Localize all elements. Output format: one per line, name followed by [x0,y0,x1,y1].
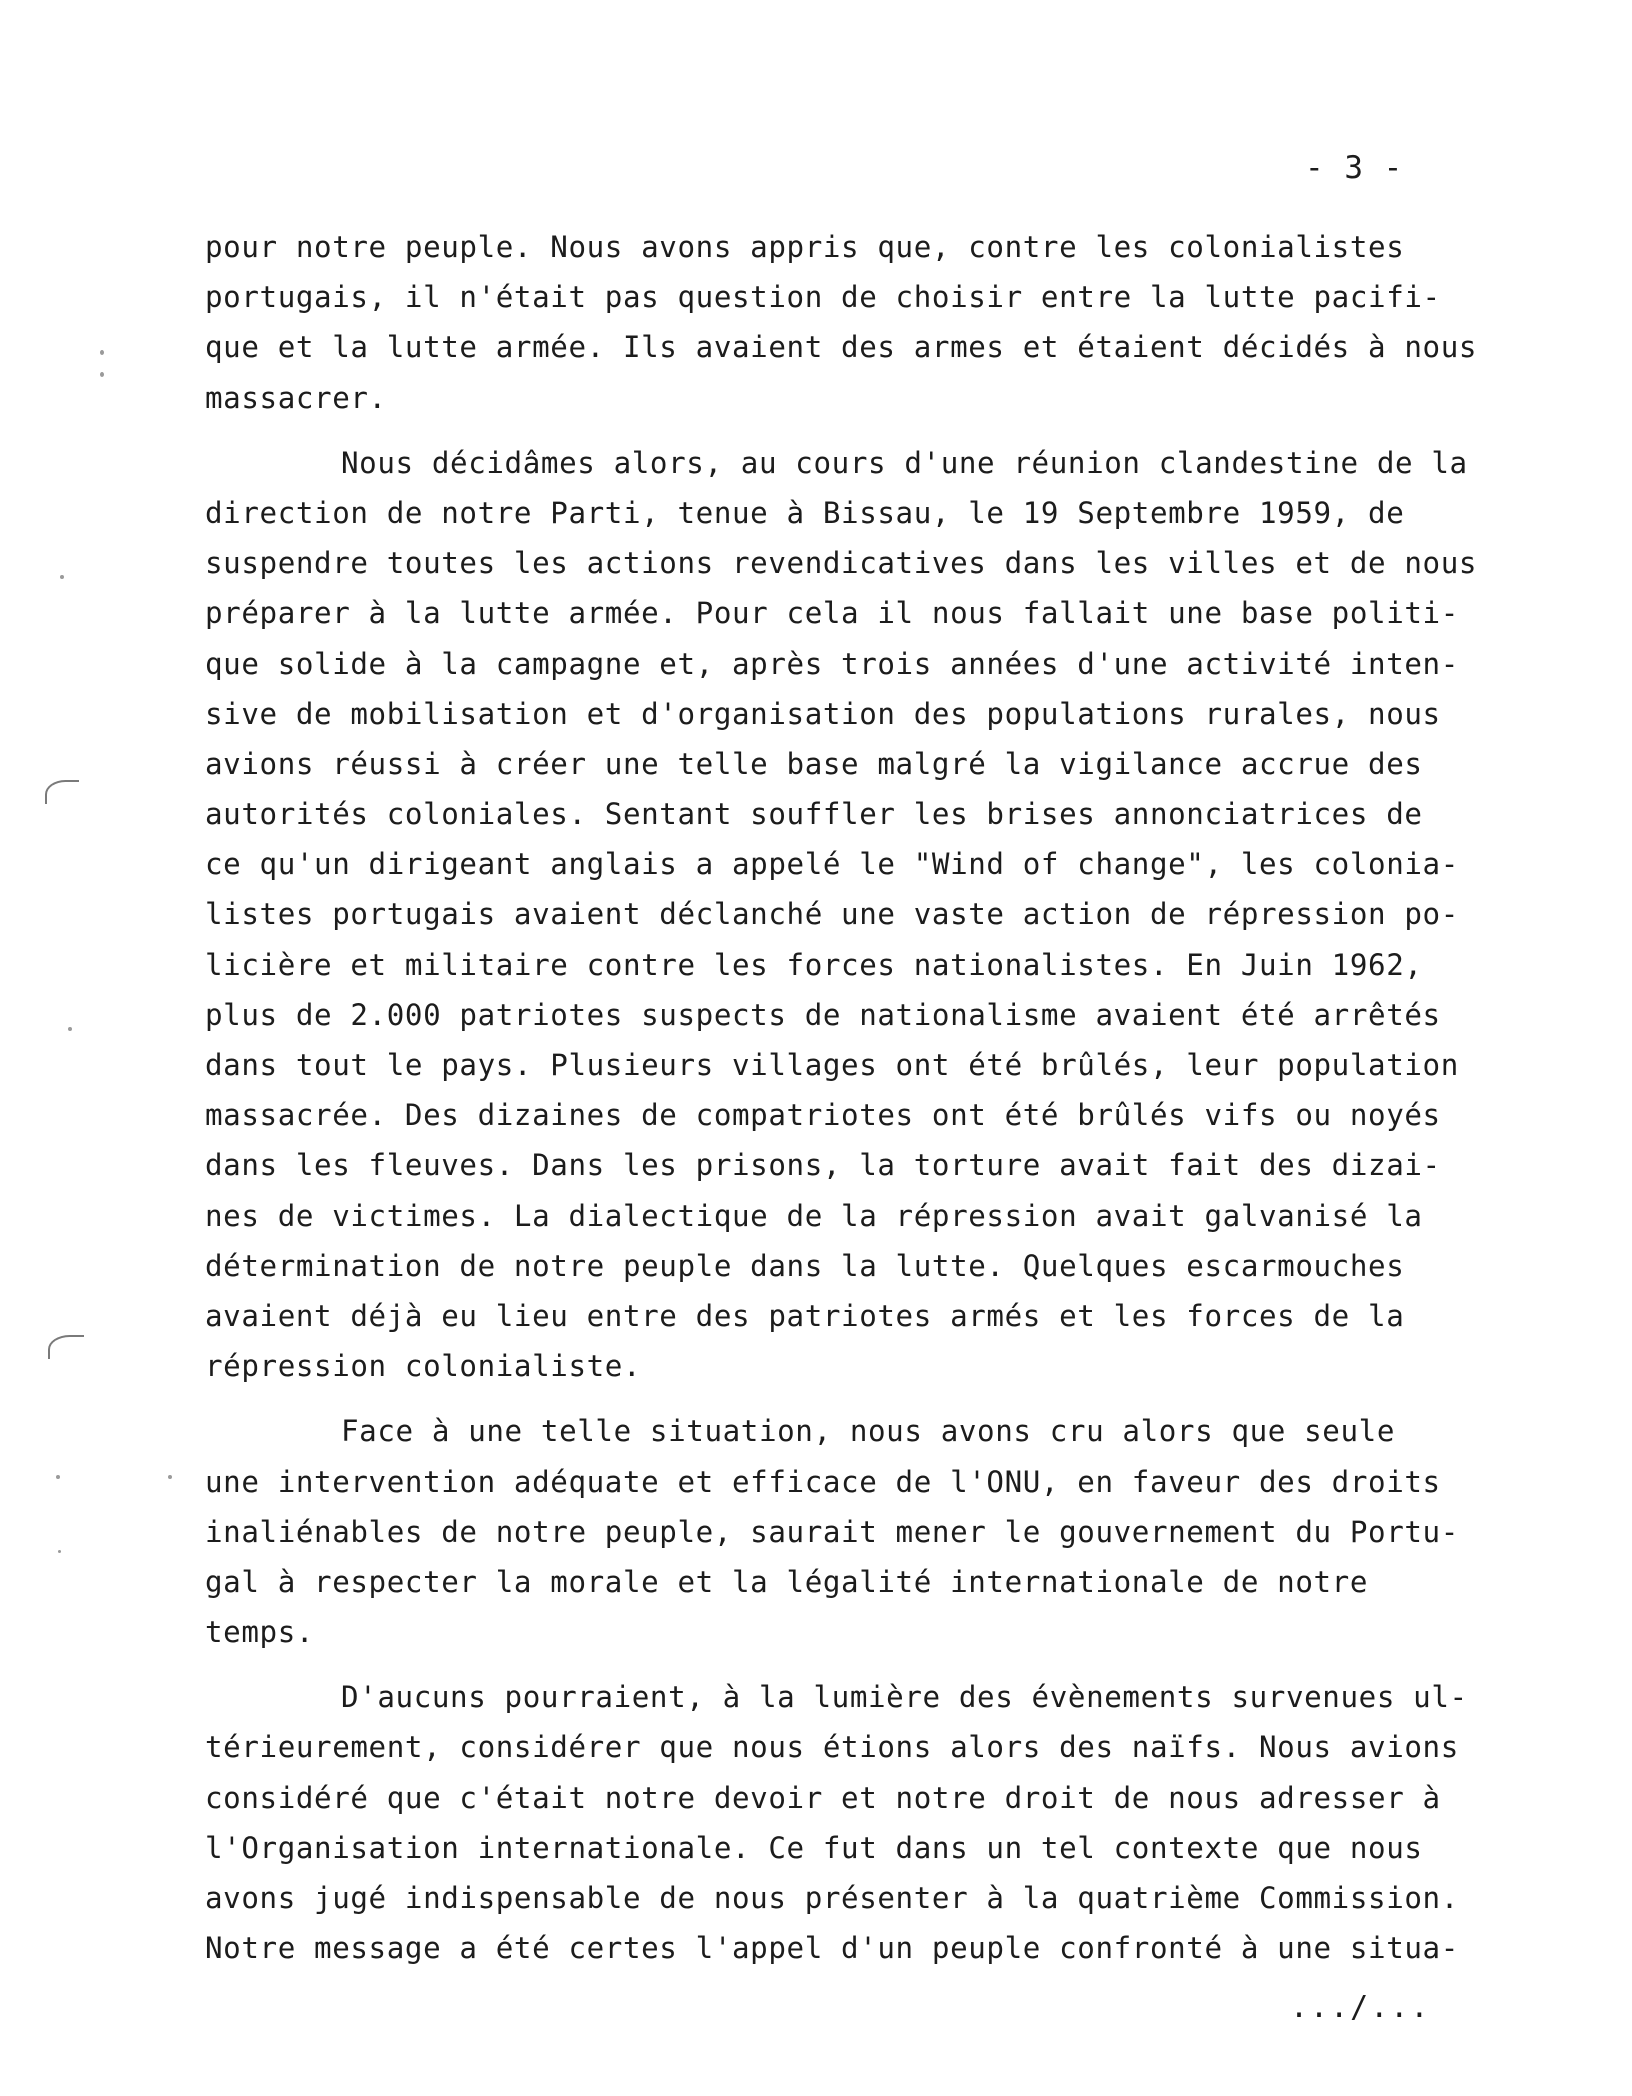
text-line: détermination de notre peuple dans la lutte. Quelques escarmouches [205,1248,1405,1283]
text-line: Nous décidâmes alors, au cours d'une réunion clandestine de la [341,445,1468,480]
text-line: plus de 2.000 patriotes suspects de nationalisme avaient été arrêtés [205,997,1441,1032]
scan-speck [58,1550,61,1553]
text-line: répression colonialiste. [205,1349,642,1384]
scan-speck [68,1027,72,1031]
scan-speck [56,1475,60,1479]
scan-speck [168,1475,172,1479]
scan-speck [100,372,104,377]
text-line: massacrée. Des dizaines de compatriotes ont été brûlés vifs ou noyés [205,1098,1441,1133]
text-line: listes portugais avaient déclanché une vaste action de répression po- [205,897,1459,932]
text-line: l'Organisation internationale. Ce fut dans un tel contexte que nous [205,1830,1423,1865]
text-line: avaient déjà eu lieu entre des patriotes armés et les forces de la [205,1298,1405,1333]
text-line: térieurement, considérer que nous étions alors des naïfs. Nous avions [205,1730,1459,1765]
text-line: suspendre toutes les actions revendicatives dans les villes et de nous [205,546,1478,581]
paragraph [205,1406,1595,1657]
paragraph [205,438,1595,1392]
text-line: nes de victimes. La dialectique de la répression avait galvanisé la [205,1198,1423,1233]
text-line: Face à une telle situation, nous avons cru alors que seule [341,1414,1395,1449]
text-line: pour notre peuple. Nous avons appris que, contre les colonialistes [205,230,1405,264]
text-line: Notre message a été certes l'appel d'un peuple confronté à une situa- [205,1931,1459,1966]
text-line: licière et militaire contre les forces nationalistes. En Juin 1962, [205,947,1423,982]
text-line: une intervention adéquate et efficace de l'ONU, en faveur des droits [205,1464,1441,1499]
text-line: autorités coloniales. Sentant souffler les brises annonciatrices de [205,797,1423,832]
scan-mark [48,1335,84,1359]
body-text [205,222,1595,1988]
text-line: que solide à la campagne et, après trois années d'une activité inten- [205,646,1459,681]
text-line: préparer à la lutte armée. Pour cela il nous fallait une base politi- [205,596,1459,631]
text-line: massacrer. [205,380,387,415]
text-line: considéré que c'était notre devoir et notre droit de nous adresser à [205,1780,1441,1815]
paragraph [205,1672,1595,1973]
text-line: avions réussi à créer une telle base malgré la vigilance accrue des [205,746,1423,781]
text-line: dans les fleuves. Dans les prisons, la torture avait fait des dizai- [205,1148,1441,1183]
text-line: direction de notre Parti, tenue à Bissau, le 19 Septembre 1959, de [205,495,1405,530]
text-line: que et la lutte armée. Ils avaient des armes et étaient décidés à nous [205,330,1478,365]
text-line: gal à respecter la morale et la légalité internationale de notre [205,1564,1369,1599]
scan-speck [60,575,64,579]
paragraph [205,222,1595,423]
text-line: D'aucuns pourraient, à la lumière des évènements survenues ul- [341,1680,1468,1715]
text-line: dans tout le pays. Plusieurs villages ont été brûlés, leur population [205,1048,1459,1082]
text-line: avons jugé indispensable de nous présenter à la quatrième Commission. [205,1881,1459,1915]
scan-speck [100,350,104,355]
scan-mark [45,780,79,804]
text-line: portugais, il n'était pas question de choisir entre la lutte pacifi- [205,280,1441,315]
text-line: ce qu'un dirigeant anglais a appelé le "Wind of change", les colonia- [205,847,1459,882]
page-number: - 3 - [1305,150,1404,186]
continuation-marker: .../... [1290,1990,1431,2025]
text-line: temps. [205,1615,315,1650]
text-line: sive de mobilisation et d'organisation des populations rurales, nous [205,696,1441,731]
text-line: inaliénables de notre peuple, saurait mener le gouvernement du Portu- [205,1514,1459,1549]
